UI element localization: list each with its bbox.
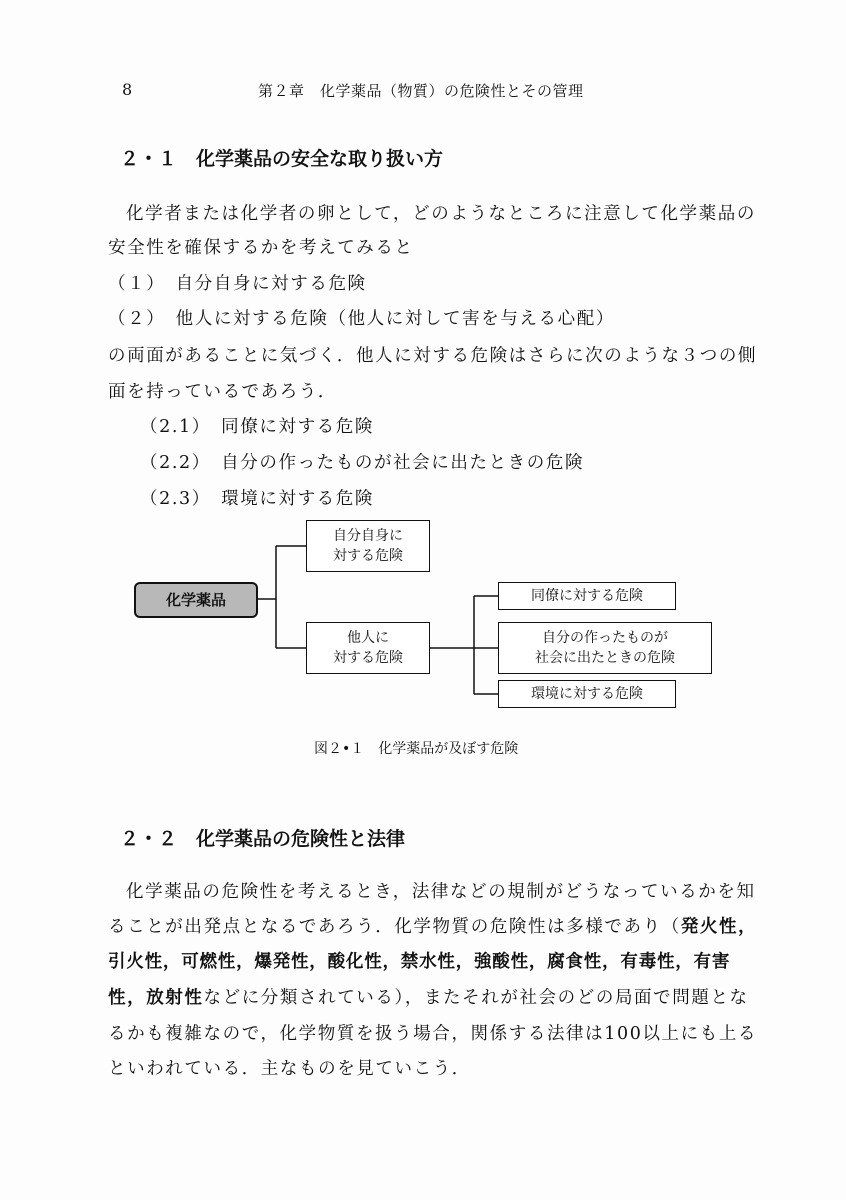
- sub-list-item: （2.2） 自分の作ったものが社会に出たときの危険: [140, 453, 585, 473]
- node-label: 対する危険: [333, 548, 403, 564]
- hazard-terms-line: 引火性，可燃性，爆発性，酸化性，禁水性，強酸性，腐食性，有毒性，有害: [108, 952, 731, 972]
- node-danger-to-society: [498, 622, 712, 674]
- paragraph-line: 安全性を確保するかを考えてみると: [108, 238, 414, 258]
- paragraph-line: 面を持っているであろう．: [108, 382, 338, 402]
- node-danger-to-environment: [498, 680, 676, 708]
- paragraph-line: るかも複雑なので，化学物質を扱う場合，関係する法律は100以上にも上る: [108, 1024, 758, 1044]
- node-label: 自分の作ったものが: [542, 630, 668, 646]
- node-danger-to-others: [306, 622, 430, 674]
- node-danger-to-self: [306, 520, 430, 572]
- hazard-term: 性，放射性: [108, 988, 204, 1008]
- sub-list-item: （2.1） 同僚に対する危険: [140, 417, 374, 437]
- figure-caption: 図２•１ 化学薬品が及ぼす危険: [314, 741, 519, 757]
- list-item: （１） 自分自身に対する危険: [108, 274, 367, 294]
- root-node-label: 化学薬品: [165, 591, 226, 609]
- node-label: 他人に: [347, 630, 389, 646]
- paragraph-line: 化学薬品の危険性を考えるとき，法律などの規制がどうなっているかを知: [126, 882, 756, 902]
- paragraph-line: 化学者または化学者の卵として，どのようなところに注意して化学薬品の: [126, 204, 756, 224]
- paragraph-line: [108, 913, 757, 938]
- node-label: 対する危険: [333, 650, 403, 666]
- text-run: などに分類されている），またそれが社会のどの局面で問題とな: [203, 988, 749, 1008]
- node-label: 社会に出たときの危険: [535, 650, 675, 666]
- paragraph-line: といわれている．主なものを見ていこう．: [108, 1059, 471, 1079]
- root-node-chemicals: [134, 582, 258, 618]
- paragraph-line: の両面があることに気づく．他人に対する危険はさらに次のような３つの側: [108, 346, 758, 366]
- page-number: 8: [122, 80, 133, 99]
- list-item: （２） 他人に対する危険（他人に対して害を与える心配）: [108, 309, 615, 329]
- hazard-term: 発火性，: [680, 917, 758, 937]
- node-label: 同僚に対する危険: [531, 588, 643, 604]
- node-label: 環境に対する危険: [531, 686, 643, 702]
- paragraph-line: [108, 984, 749, 1009]
- node-danger-to-colleagues: [498, 582, 676, 610]
- node-label: 自分自身に: [333, 528, 403, 544]
- sub-list-item: （2.3） 環境に対する危険: [140, 489, 374, 509]
- section-heading-2-2: ２・２ 化学薬品の危険性と法律: [120, 828, 406, 850]
- text-run: ることが出発点となるであろう．化学物質の危険性は多様であり（: [108, 917, 681, 937]
- running-head: 第２章 化学薬品（物質）の危険性とその管理: [258, 82, 584, 100]
- section-heading-2-1: ２・１ 化学薬品の安全な取り扱い方: [120, 148, 444, 170]
